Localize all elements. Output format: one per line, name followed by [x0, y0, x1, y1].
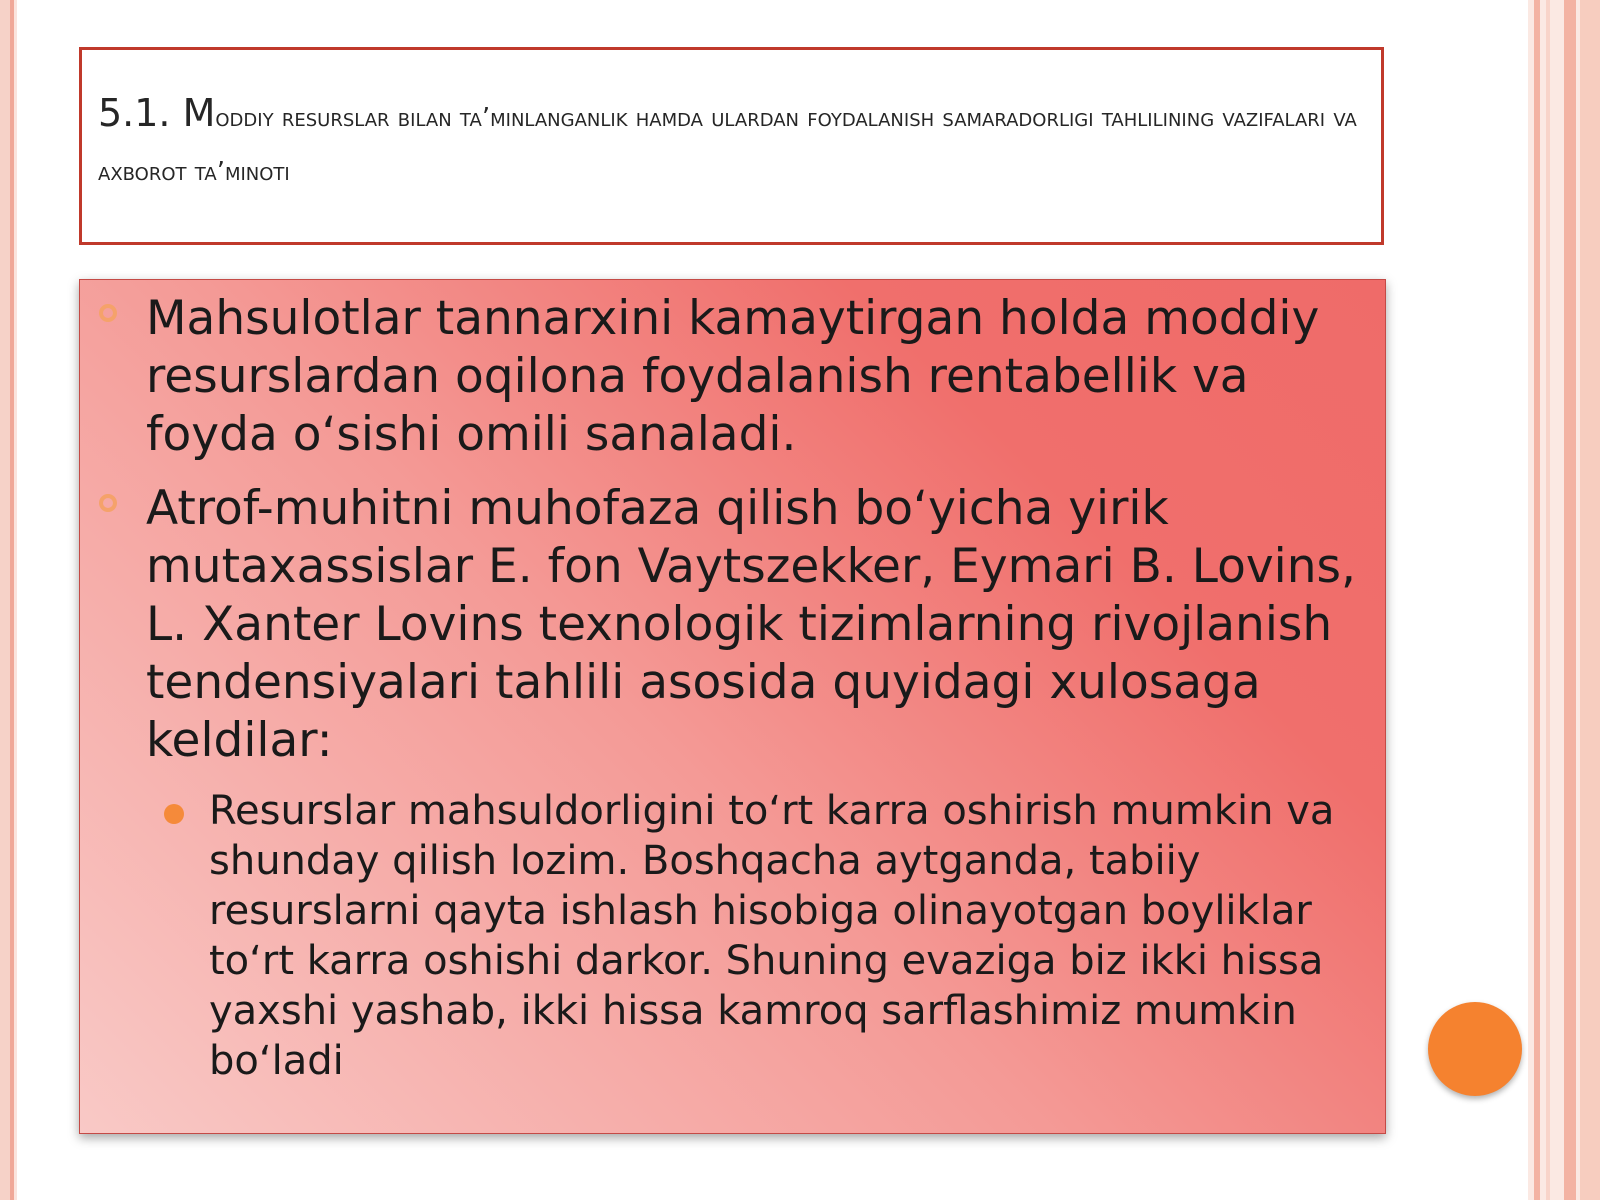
bullet-text: Atrof-muhitni muhofaza qilish bo‘yicha yirik mutaxassislar E. fon Vaytszekker, Eymari B. Lovins, L. Xanter Lovins texnologik tizimlarning rivojlanish tendensiyalari tahlili asosida quyidagi xulosaga keldilar: [146, 481, 1356, 768]
left-border-stripe [14, 0, 17, 1200]
sub-bullet-item [80, 786, 1365, 1086]
right-border-stripe [1580, 0, 1600, 1200]
sub-bullet-text: Resurslar mahsuldorligini to‘rt karra oshirish mumkin va shunday qilish lozim. Boshqacha aytganda, tabiiy resurslarni qayta ishlash hisobiga olinayotgan boyliklar to‘rt karra oshishi darkor. Shuning evaziga biz ikki hissa yaxshi yashab, ikki hissa kamroq sarflashimiz mumkin bo‘ladi [209, 788, 1335, 1084]
slide-title [98, 86, 1365, 199]
right-border-stripe [1546, 0, 1550, 1200]
dot-bullet-icon [164, 804, 184, 824]
slide-title-box [79, 47, 1384, 245]
right-border-stripe [1534, 0, 1540, 1200]
slide-title-rest: oddiy resurslar bilan ta’minlanganlik hamda ulardan foydalanish samaradorligi tahlilining vazifalari va axborot ta’minoti [98, 103, 1357, 187]
slide-content-box [79, 279, 1386, 1134]
bullet-item [80, 290, 1365, 464]
right-border-stripe [1564, 0, 1576, 1200]
slide-title-initial: 5.1. M [98, 91, 216, 135]
ring-bullet-icon [99, 494, 117, 512]
left-border-stripe [0, 0, 10, 1200]
bullet-text: Mahsulotlar tannarxini kamaytirgan holda moddiy resurslardan oqilona foydalanish rentabellik va foyda o‘sishi omili sanaladi. [146, 291, 1320, 462]
orange-circle-icon[interactable] [1428, 1002, 1522, 1096]
ring-bullet-icon [99, 304, 117, 322]
bullet-item [80, 480, 1365, 770]
